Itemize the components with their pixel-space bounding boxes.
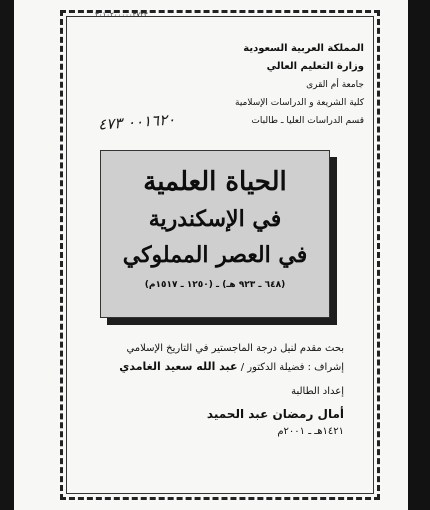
header-kingdom: المملكة العربية السعودية [243, 43, 364, 54]
supervisor-name: عبد الله سعيد الغامدي [119, 360, 238, 373]
left-scan-shadow [0, 0, 14, 510]
supervision-line [104, 358, 344, 377]
thesis-purpose: بحث مقدم لنيل درجة الماجستير في التاريخ الإسلامي [126, 343, 344, 354]
title-dates: (٦٤٨ ـ ٩٢٣ هـ) ـ (١٢٥٠ ـ ١٥١٧م) [144, 280, 286, 290]
handwritten-catalog-number: ٠٠١٦٢٠ ٤٧٣ [97, 110, 176, 134]
title-box [100, 150, 330, 318]
thesis-details [104, 340, 344, 441]
title-line-2: في الإسكندرية [148, 206, 282, 232]
student-name: أمال رمضان عبد الحميد [206, 407, 344, 421]
title-main: الحياة العلمية [143, 167, 287, 197]
title-line-3: في العصر المملوكي [122, 242, 308, 268]
thesis-date: ١٤٢١هـ ـ ٢٠٠١م [277, 426, 344, 437]
header-department: قسم الدراسات العليا ـ طالبات [251, 116, 364, 126]
institution-header [164, 40, 364, 130]
header-university: جامعة أم القرى [306, 80, 364, 90]
preparation-label: إعداد الطالبة [291, 386, 344, 397]
header-college: كلية الشريعة و الدراسات الإسلامية [235, 98, 364, 108]
barcode-number: ٣٠١٠٢٠٠٠٠٠٣٧٢٣ [95, 11, 148, 19]
right-scan-shadow [408, 0, 430, 510]
header-ministry: وزارة التعليم العالي [266, 61, 364, 72]
supervision-label: إشراف : فضيلة الدكتور / [240, 362, 344, 373]
